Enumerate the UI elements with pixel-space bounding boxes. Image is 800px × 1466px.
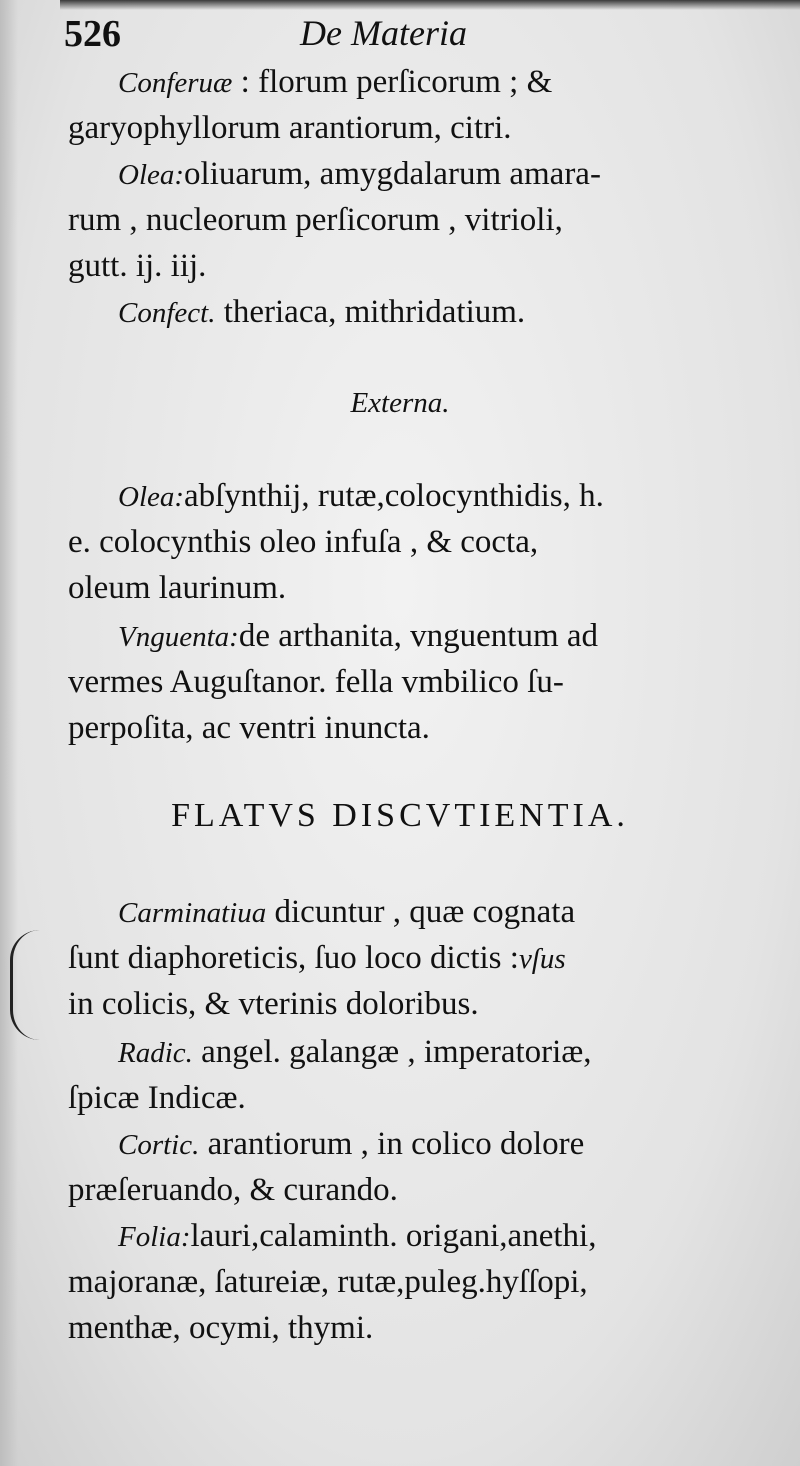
text-line: oleum laurinum. xyxy=(68,570,287,606)
text-line: perpoſita, ac ventri inuncta. xyxy=(68,710,430,746)
text-line: majoranæ, ſatureiæ, rutæ,puleg.hyſſopi, xyxy=(68,1264,588,1300)
text-line: in colicis, & vterinis doloribus. xyxy=(68,986,479,1022)
text-line: Olea:abſynthij, rutæ,colocynthidis, h. xyxy=(118,478,604,514)
text-line: Radic. angel. galangæ , imperatoriæ, xyxy=(118,1034,592,1070)
text-line: menthæ, ocymi, thymi. xyxy=(68,1310,374,1346)
text-line: Cortic. arantiorum , in colico dolore xyxy=(118,1126,585,1162)
text-line: vermes Auguſtanor. fella vmbilico ſu- xyxy=(68,664,564,700)
text-line: gutt. ij. iij. xyxy=(68,248,207,284)
text-line: garyophyllorum arantiorum, citri. xyxy=(68,110,512,146)
running-title: De Materia xyxy=(300,13,467,53)
text-line: Carminatiua dicuntur , quæ cognata xyxy=(118,894,576,930)
text-line: Olea:oliuarum, amygdalarum amara- xyxy=(118,156,601,192)
page-top-shadow xyxy=(60,0,800,10)
text-line: e. colocynthis oleo infuſa , & cocta, xyxy=(68,524,539,560)
text-line: Confect. theriaca, mithridatium. xyxy=(118,294,526,330)
page-left-edge xyxy=(0,0,18,1466)
page-number: 526 xyxy=(64,13,121,55)
section-subheading: Externa. xyxy=(350,387,450,419)
page-header xyxy=(64,12,760,56)
section-heading: FLATVS DISCVTIENTIA. xyxy=(171,797,629,834)
text-line: præſeruando, & curando. xyxy=(68,1172,398,1208)
text-line: Conferuæ : florum perſicorum ; & xyxy=(118,64,553,100)
text-line: Folia:lauri,calaminth. origani,anethi, xyxy=(118,1218,597,1254)
text-line: Vnguenta:de arthanita, vnguentum ad xyxy=(118,618,599,654)
text-line: ſunt diaphoreticis, ſuo loco dictis :vſus xyxy=(68,940,566,976)
text-line: ſpicæ Indicæ. xyxy=(68,1080,246,1116)
margin-bracket-mark xyxy=(10,930,47,1040)
text-line: rum , nucleorum perſicorum , vitrioli, xyxy=(68,202,563,238)
